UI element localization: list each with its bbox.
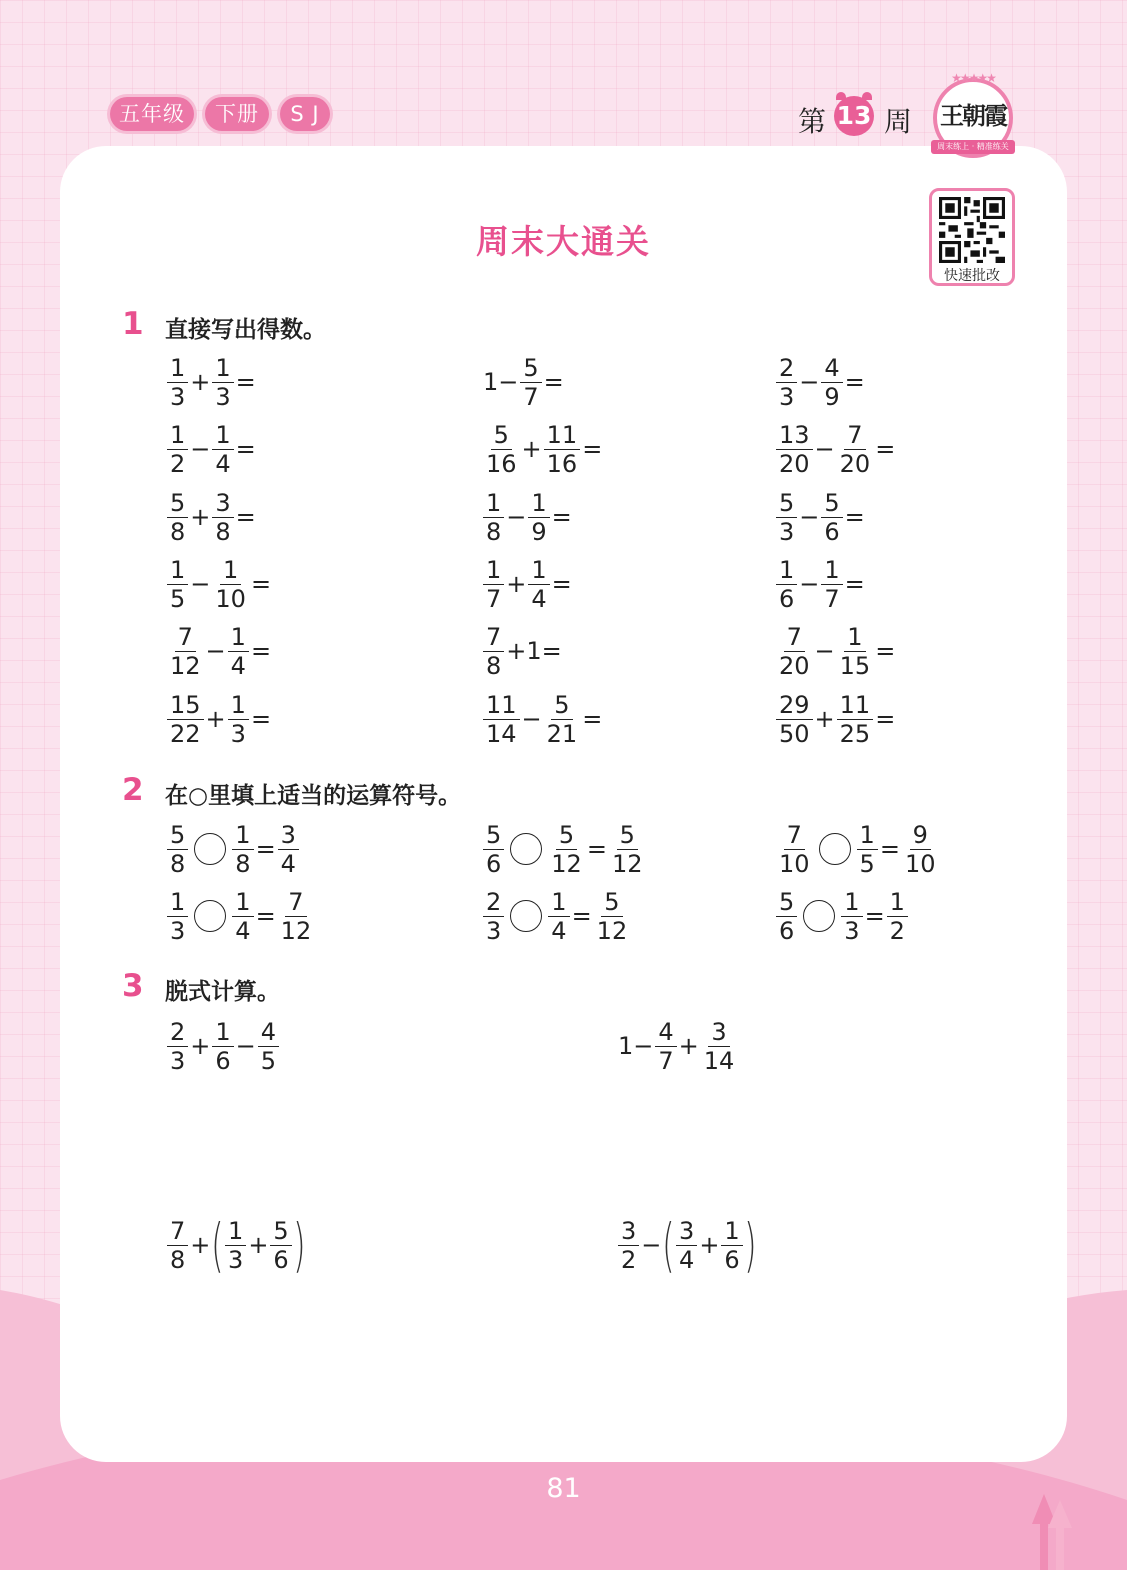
arrow-decoration-icon [1030, 1494, 1074, 1570]
numerator: 9 [910, 821, 931, 850]
fraction [167, 888, 188, 945]
fraction [232, 821, 253, 878]
logo-ribbon: 周末练上 · 精准练关 [931, 140, 1015, 154]
operator: + [678, 1032, 699, 1060]
operator: = [571, 902, 592, 930]
operator: + [190, 368, 211, 396]
operator: − [814, 435, 835, 463]
problem-2-2 [482, 819, 646, 879]
numerator: 5 [556, 821, 577, 850]
fraction [258, 1018, 279, 1075]
left-paren: ( [211, 1211, 224, 1279]
fraction [228, 691, 249, 748]
problem-1-8 [482, 487, 573, 547]
fraction [618, 1217, 639, 1274]
numerator: 13 [776, 421, 813, 450]
qr-label: 快速批改 [944, 268, 1000, 284]
fraction [270, 1217, 291, 1274]
fraction [594, 888, 631, 945]
fraction [167, 556, 188, 613]
fraction [212, 1018, 233, 1075]
operator: − [521, 705, 542, 733]
fraction [167, 421, 188, 478]
numerator: 11 [544, 421, 581, 450]
operator: = [235, 435, 256, 463]
fraction [821, 354, 842, 411]
denominator: 16 [546, 449, 578, 478]
operator: + [521, 435, 542, 463]
numerator: 11 [483, 691, 520, 720]
operator-blank-circle[interactable] [194, 900, 226, 932]
denominator: 3 [170, 382, 186, 411]
right-paren: ) [743, 1211, 757, 1279]
operator: − [205, 637, 226, 665]
fraction [528, 556, 549, 613]
denominator: 12 [611, 849, 643, 878]
operator: = [875, 637, 896, 665]
operator-blank-circle[interactable] [803, 900, 835, 932]
denominator: 20 [779, 449, 810, 478]
fraction [483, 421, 520, 478]
fraction [857, 821, 878, 878]
operator: − [235, 1032, 256, 1060]
numerator: 5 [821, 489, 842, 518]
fraction [483, 888, 504, 945]
denominator: 4 [679, 1245, 695, 1274]
operator: − [190, 570, 211, 598]
fraction [837, 691, 874, 748]
problem-1-15 [775, 621, 896, 681]
fraction [544, 421, 581, 478]
operator: − [506, 503, 527, 531]
numerator: 7 [175, 623, 196, 652]
operator: + [190, 503, 211, 531]
operator: = [844, 503, 865, 531]
numerator: 1 [528, 489, 549, 518]
numerator: 5 [601, 888, 622, 917]
operator: + [190, 1032, 211, 1060]
fraction [212, 421, 233, 478]
numerator: 1 [212, 1018, 233, 1047]
denominator: 5 [859, 849, 875, 878]
section-1-title: 直接写出得数。 [165, 317, 326, 343]
fraction [821, 489, 842, 546]
denominator: 9 [531, 517, 547, 546]
numerator: 1 [887, 888, 908, 917]
numerator: 1 [167, 888, 188, 917]
denominator: 12 [551, 849, 582, 878]
fraction [167, 354, 188, 411]
numerator: 7 [167, 1217, 188, 1246]
fraction [483, 821, 504, 878]
numerator: 4 [821, 354, 842, 383]
fraction [655, 1018, 676, 1075]
fraction [167, 623, 204, 680]
numerator: 1 [167, 556, 188, 585]
denominator: 3 [228, 1245, 244, 1274]
numerator: 1 [483, 556, 504, 585]
operator: + [814, 705, 835, 733]
fraction [212, 556, 249, 613]
operator: = [235, 503, 256, 531]
denominator: 2 [170, 449, 186, 478]
denominator: 14 [486, 719, 517, 748]
fraction [225, 1217, 246, 1274]
problem-1-13 [166, 621, 272, 681]
operator: − [799, 368, 820, 396]
numerator: 1 [821, 556, 842, 585]
tag-grade: 五年级 [110, 97, 194, 131]
numerator: 7 [285, 888, 306, 917]
numerator: 11 [837, 691, 874, 720]
denominator: 7 [658, 1046, 674, 1075]
numerator: 7 [844, 421, 865, 450]
denominator: 21 [546, 719, 578, 748]
operator: = [250, 705, 272, 733]
denominator: 7 [824, 584, 840, 613]
numerator: 7 [784, 623, 805, 652]
problem-1-14 [482, 621, 563, 681]
section-2-title: 在○里填上适当的运算符号。 [165, 783, 462, 809]
denominator: 7 [523, 382, 539, 411]
denominator: 50 [779, 719, 810, 748]
fraction [776, 489, 797, 546]
problem-1-7 [166, 487, 257, 547]
denominator: 6 [824, 517, 840, 546]
section-2-number: 2 [122, 772, 144, 808]
fraction [676, 1217, 697, 1274]
fraction [701, 1018, 738, 1075]
tag-volume: 下册 [205, 97, 269, 131]
numerator: 5 [551, 691, 572, 720]
denominator: 6 [779, 584, 795, 613]
page-title: 周末大通关 [476, 222, 651, 261]
fraction [776, 691, 813, 748]
denominator: 6 [724, 1245, 740, 1274]
operator: 1− [483, 368, 519, 396]
fraction [837, 421, 874, 478]
denominator: 9 [824, 382, 840, 411]
denominator: 12 [170, 651, 201, 680]
operator: − [799, 503, 820, 531]
numerator: 2 [776, 354, 797, 383]
denominator: 20 [839, 449, 871, 478]
denominator: 7 [486, 584, 502, 613]
numerator: 5 [520, 354, 541, 383]
numerator: 1 [528, 556, 549, 585]
fraction [841, 888, 862, 945]
operator: = [879, 835, 900, 863]
fraction [167, 1018, 188, 1075]
problem-3-4 [617, 1211, 757, 1279]
denominator: 12 [280, 916, 312, 945]
denominator: 6 [273, 1245, 289, 1274]
week-number: 13 [834, 96, 874, 136]
denominator: 10 [779, 849, 810, 878]
denominator: 3 [215, 382, 231, 411]
denominator: 4 [280, 849, 296, 878]
operator: + [248, 1231, 269, 1259]
operator: = [255, 902, 276, 930]
fraction [167, 821, 188, 878]
fraction [887, 888, 908, 945]
operator-blank-circle[interactable] [510, 833, 542, 865]
denominator: 8 [486, 517, 502, 546]
operator: = [875, 435, 896, 463]
numerator: 1 [220, 556, 241, 585]
fraction [776, 821, 813, 878]
section-1-number: 1 [122, 306, 144, 342]
operator-blank-circle[interactable] [194, 833, 226, 865]
page-number: 81 [546, 1473, 581, 1504]
operator-blank-circle[interactable] [819, 833, 851, 865]
fraction [278, 888, 315, 945]
denominator: 3 [170, 916, 186, 945]
operator: = [551, 503, 572, 531]
brand-logo [933, 71, 1013, 158]
denominator: 8 [170, 849, 186, 878]
operator: + [699, 1231, 720, 1259]
fraction [520, 354, 541, 411]
denominator: 8 [486, 651, 502, 680]
fraction [544, 691, 581, 748]
fraction [228, 623, 249, 680]
denominator: 4 [531, 584, 547, 613]
operator: = [551, 570, 572, 598]
week-prefix: 第 [798, 105, 827, 138]
operator: + [506, 570, 527, 598]
numerator: 5 [270, 1217, 291, 1246]
fraction [167, 489, 188, 546]
tag-edition: S J [280, 97, 330, 131]
numerator: 5 [776, 489, 797, 518]
denominator: 15 [839, 651, 871, 680]
operator: − [641, 1231, 662, 1259]
denominator: 4 [230, 651, 246, 680]
numerator: 1 [232, 888, 253, 917]
problem-1-6 [775, 419, 896, 479]
problem-3-1 [166, 1016, 280, 1076]
fraction [232, 888, 253, 945]
problem-3-2 [617, 1016, 738, 1076]
fraction [528, 489, 549, 546]
numerator: 3 [212, 489, 233, 518]
numerator: 2 [483, 888, 504, 917]
denominator: 3 [844, 916, 860, 945]
fraction [837, 623, 874, 680]
numerator: 1 [167, 354, 188, 383]
numerator: 7 [784, 821, 805, 850]
problem-1-16 [166, 689, 272, 749]
numerator: 5 [617, 821, 638, 850]
problem-1-4 [166, 419, 257, 479]
denominator: 5 [260, 1046, 277, 1075]
numerator: 1 [232, 821, 253, 850]
numerator: 5 [491, 421, 512, 450]
fraction [212, 354, 233, 411]
numerator: 1 [841, 888, 862, 917]
fraction [167, 691, 204, 748]
numerator: 1 [228, 623, 249, 652]
denominator: 3 [230, 719, 246, 748]
numerator: 1 [776, 556, 797, 585]
operator: + [205, 705, 226, 733]
denominator: 12 [596, 916, 628, 945]
fraction [278, 821, 299, 878]
week-suffix: 周 [884, 105, 913, 138]
denominator: 6 [486, 849, 502, 878]
denominator: 8 [215, 517, 231, 546]
fraction [167, 1217, 188, 1274]
fraction [776, 556, 797, 613]
numerator: 1 [857, 821, 878, 850]
operator-blank-circle[interactable] [510, 900, 542, 932]
fraction [483, 623, 504, 680]
numerator: 29 [776, 691, 813, 720]
fraction [483, 691, 520, 748]
operator: = [582, 435, 603, 463]
problem-1-9 [775, 487, 866, 547]
fraction [776, 888, 797, 945]
denominator: 22 [170, 719, 201, 748]
operator: = [844, 570, 865, 598]
problem-1-12 [775, 554, 866, 614]
operator: = [844, 368, 865, 396]
numerator: 2 [167, 1018, 188, 1047]
operator: = [586, 835, 607, 863]
numerator: 1 [721, 1217, 742, 1246]
fraction [902, 821, 939, 878]
problem-1-1 [166, 352, 257, 412]
denominator: 5 [170, 584, 186, 613]
logo-text: 王朝霞 [940, 101, 1006, 130]
numerator: 5 [776, 888, 797, 917]
operator: +1= [506, 637, 562, 665]
fraction [548, 888, 569, 945]
section-3-number: 3 [122, 968, 144, 1004]
numerator: 1 [167, 421, 188, 450]
problem-2-6 [775, 886, 909, 946]
operator: = [543, 368, 564, 396]
denominator: 16 [486, 449, 517, 478]
operator: = [875, 705, 896, 733]
denominator: 2 [889, 916, 905, 945]
problem-1-18 [775, 689, 896, 749]
problem-1-5 [482, 419, 603, 479]
left-paren: ( [662, 1211, 675, 1279]
operator: − [799, 570, 820, 598]
numerator: 1 [844, 623, 865, 652]
denominator: 3 [779, 517, 795, 546]
numerator: 5 [483, 821, 504, 850]
denominator: 8 [170, 517, 186, 546]
denominator: 6 [779, 916, 795, 945]
operator: = [582, 705, 603, 733]
numerator: 1 [212, 354, 233, 383]
right-paren: ) [292, 1211, 306, 1279]
denominator: 3 [486, 916, 502, 945]
fraction [212, 489, 233, 546]
problem-2-3 [775, 819, 939, 879]
operator: + [190, 1231, 211, 1259]
numerator: 1 [548, 888, 569, 917]
problem-1-3 [775, 352, 866, 412]
fraction [548, 821, 585, 878]
problem-2-1 [166, 819, 300, 879]
numerator: 7 [483, 623, 504, 652]
problem-1-10 [166, 554, 272, 614]
numerator: 1 [212, 421, 233, 450]
denominator: 10 [215, 584, 246, 613]
denominator: 6 [215, 1046, 231, 1075]
problem-2-4 [166, 886, 315, 946]
fraction [776, 421, 813, 478]
problem-3-3 [166, 1211, 306, 1279]
operator: − [190, 435, 211, 463]
operator: = [235, 368, 256, 396]
fraction [821, 556, 842, 613]
operator: = [250, 570, 272, 598]
numerator: 15 [167, 691, 204, 720]
fraction [483, 556, 504, 613]
denominator: 4 [235, 916, 251, 945]
operator: = [250, 637, 272, 665]
numerator: 5 [167, 821, 188, 850]
denominator: 3 [170, 1046, 186, 1075]
numerator: 3 [676, 1217, 697, 1246]
numerator: 4 [258, 1018, 279, 1047]
denominator: 20 [779, 651, 810, 680]
fraction [721, 1217, 742, 1274]
operator: − [814, 637, 835, 665]
problem-1-2 [482, 352, 565, 412]
numerator: 4 [655, 1018, 676, 1047]
numerator: 1 [483, 489, 504, 518]
fraction [483, 489, 504, 546]
denominator: 10 [904, 849, 936, 878]
numerator: 1 [225, 1217, 246, 1246]
denominator: 14 [703, 1046, 735, 1075]
denominator: 3 [779, 382, 795, 411]
numerator: 3 [708, 1018, 729, 1047]
operator: = [255, 835, 276, 863]
denominator: 8 [170, 1245, 186, 1274]
operator: = [864, 902, 885, 930]
denominator: 8 [235, 849, 251, 878]
numerator: 3 [278, 821, 299, 850]
numerator: 5 [167, 489, 188, 518]
denominator: 4 [215, 449, 231, 478]
problem-1-11 [482, 554, 573, 614]
fraction [776, 354, 797, 411]
problem-2-5 [482, 886, 631, 946]
crown-icon: ★★★★★ [951, 71, 995, 85]
fraction [609, 821, 646, 878]
numerator: 1 [228, 691, 249, 720]
denominator: 2 [621, 1245, 637, 1274]
denominator: 4 [551, 916, 567, 945]
section-3-title: 脱式计算。 [165, 979, 280, 1005]
fraction [776, 623, 813, 680]
problem-1-17 [482, 689, 603, 749]
denominator: 25 [839, 719, 871, 748]
operator: 1− [618, 1032, 654, 1060]
numerator: 3 [618, 1217, 639, 1246]
